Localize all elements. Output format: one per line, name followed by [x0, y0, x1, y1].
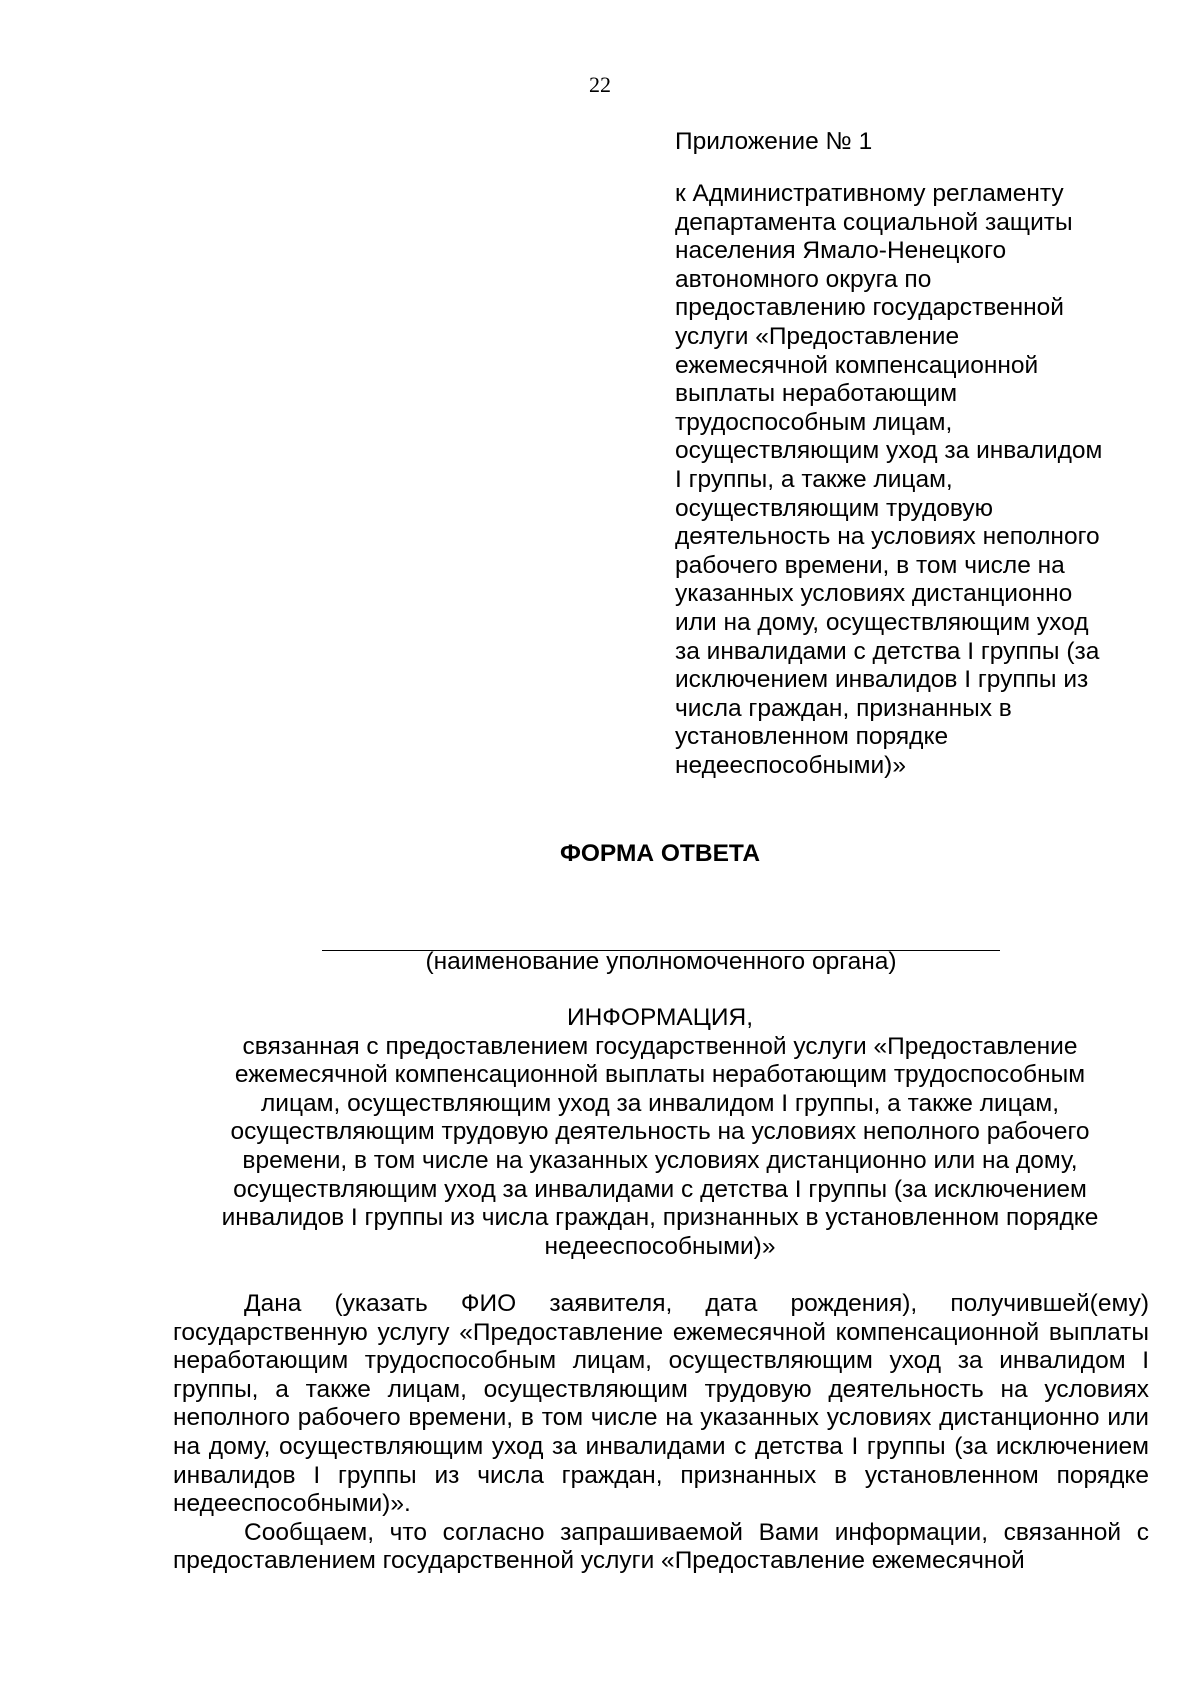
appendix-body: [675, 180, 1155, 780]
appendix-line: ежемесячной компенсационной: [675, 351, 1039, 379]
appendix-line: за инвалидами с детства I группы (за: [675, 637, 1100, 665]
info-line: лицам, осуществляющим уход за инвалидом I группы, а также лицам,: [260, 1089, 1060, 1117]
appendix-line: предоставлению государственной: [675, 294, 1064, 322]
form-title: ФОРМА ОТВЕТА: [559, 840, 761, 867]
appendix-line: департамента социальной защиты: [675, 208, 1073, 236]
appendix-line: рабочего времени, в том числе на: [675, 551, 1065, 579]
body-text: [173, 1290, 1149, 1576]
page-number: 22: [589, 72, 611, 97]
info-line: ежемесячной компенсационной выплаты неработающим трудоспособным: [234, 1061, 1086, 1089]
appendix-line: установленном порядке: [675, 723, 949, 751]
appendix-line: трудоспособным лицам,: [675, 408, 953, 436]
appendix-line: или на дому, осуществляющим уход: [675, 608, 1089, 636]
appendix-line: указанных условиях дистанционно: [675, 580, 1073, 608]
appendix-line: населения Ямало-Ненецкого: [675, 237, 1007, 265]
appendix-line: исключением инвалидов I группы из: [675, 666, 1089, 694]
appendix-line: автономного округа по: [675, 265, 932, 293]
appendix-title: Приложение № 1: [675, 128, 873, 155]
appendix-line: осуществляющим трудовую: [675, 494, 994, 522]
body-paragraph-2: Сообщаем, что согласно запрашиваемой Вами информации, связанной с предоставлением государственной услуги «Предоставление ежемесячной: [173, 1518, 1149, 1575]
info-heading: ИНФОРМАЦИЯ,: [566, 1004, 754, 1031]
info-line: времени, в том числе на указанных условиях дистанционно или на дому,: [242, 1146, 1078, 1174]
info-line: связанная с предоставлением государственной услуги «Предоставление: [242, 1032, 1078, 1060]
appendix-line: осуществляющим уход за инвалидом: [675, 437, 1103, 465]
org-name-caption: (наименование уполномоченного органа): [425, 948, 897, 975]
appendix-line: деятельность на условиях неполного: [675, 523, 1100, 551]
body-paragraph-1: Дана (указать ФИО заявителя, дата рождения), получившей(ему) государственную услугу «Предоставление ежемесячной компенсационной выплаты неработающим трудоспособным лицам, осуществляющим уход за инвалидом I группы, а также лицам, осуществляющим трудовую деятельность на условиях неполного рабочего времени, в том числе на указанных условиях дистанционно или на дому, осуществляющим уход за инвалидами с детства I группы (за исключением инвалидов I группы из числа граждан, признанных в установленном порядке недееспособными)».: [173, 1290, 1149, 1518]
appendix-line: I группы, а также лицам,: [675, 465, 953, 493]
info-heading-block: [170, 1004, 1150, 1261]
appendix-line: числа граждан, признанных в: [675, 694, 1012, 722]
appendix-line: к Административному регламенту: [675, 180, 1064, 207]
appendix-line: выплаты неработающим: [675, 380, 958, 408]
appendix-line: услуги «Предоставление: [675, 322, 960, 350]
appendix-line: недееспособными)»: [675, 751, 906, 779]
info-line: инвалидов I группы из числа граждан, признанных в установленном порядке: [221, 1204, 1099, 1232]
info-line: недееспособными)»: [544, 1232, 776, 1260]
info-line: осуществляющим трудовую деятельность на условиях неполного рабочего: [230, 1118, 1090, 1146]
info-line: осуществляющим уход за инвалидами с детства I группы (за исключением: [233, 1175, 1087, 1203]
